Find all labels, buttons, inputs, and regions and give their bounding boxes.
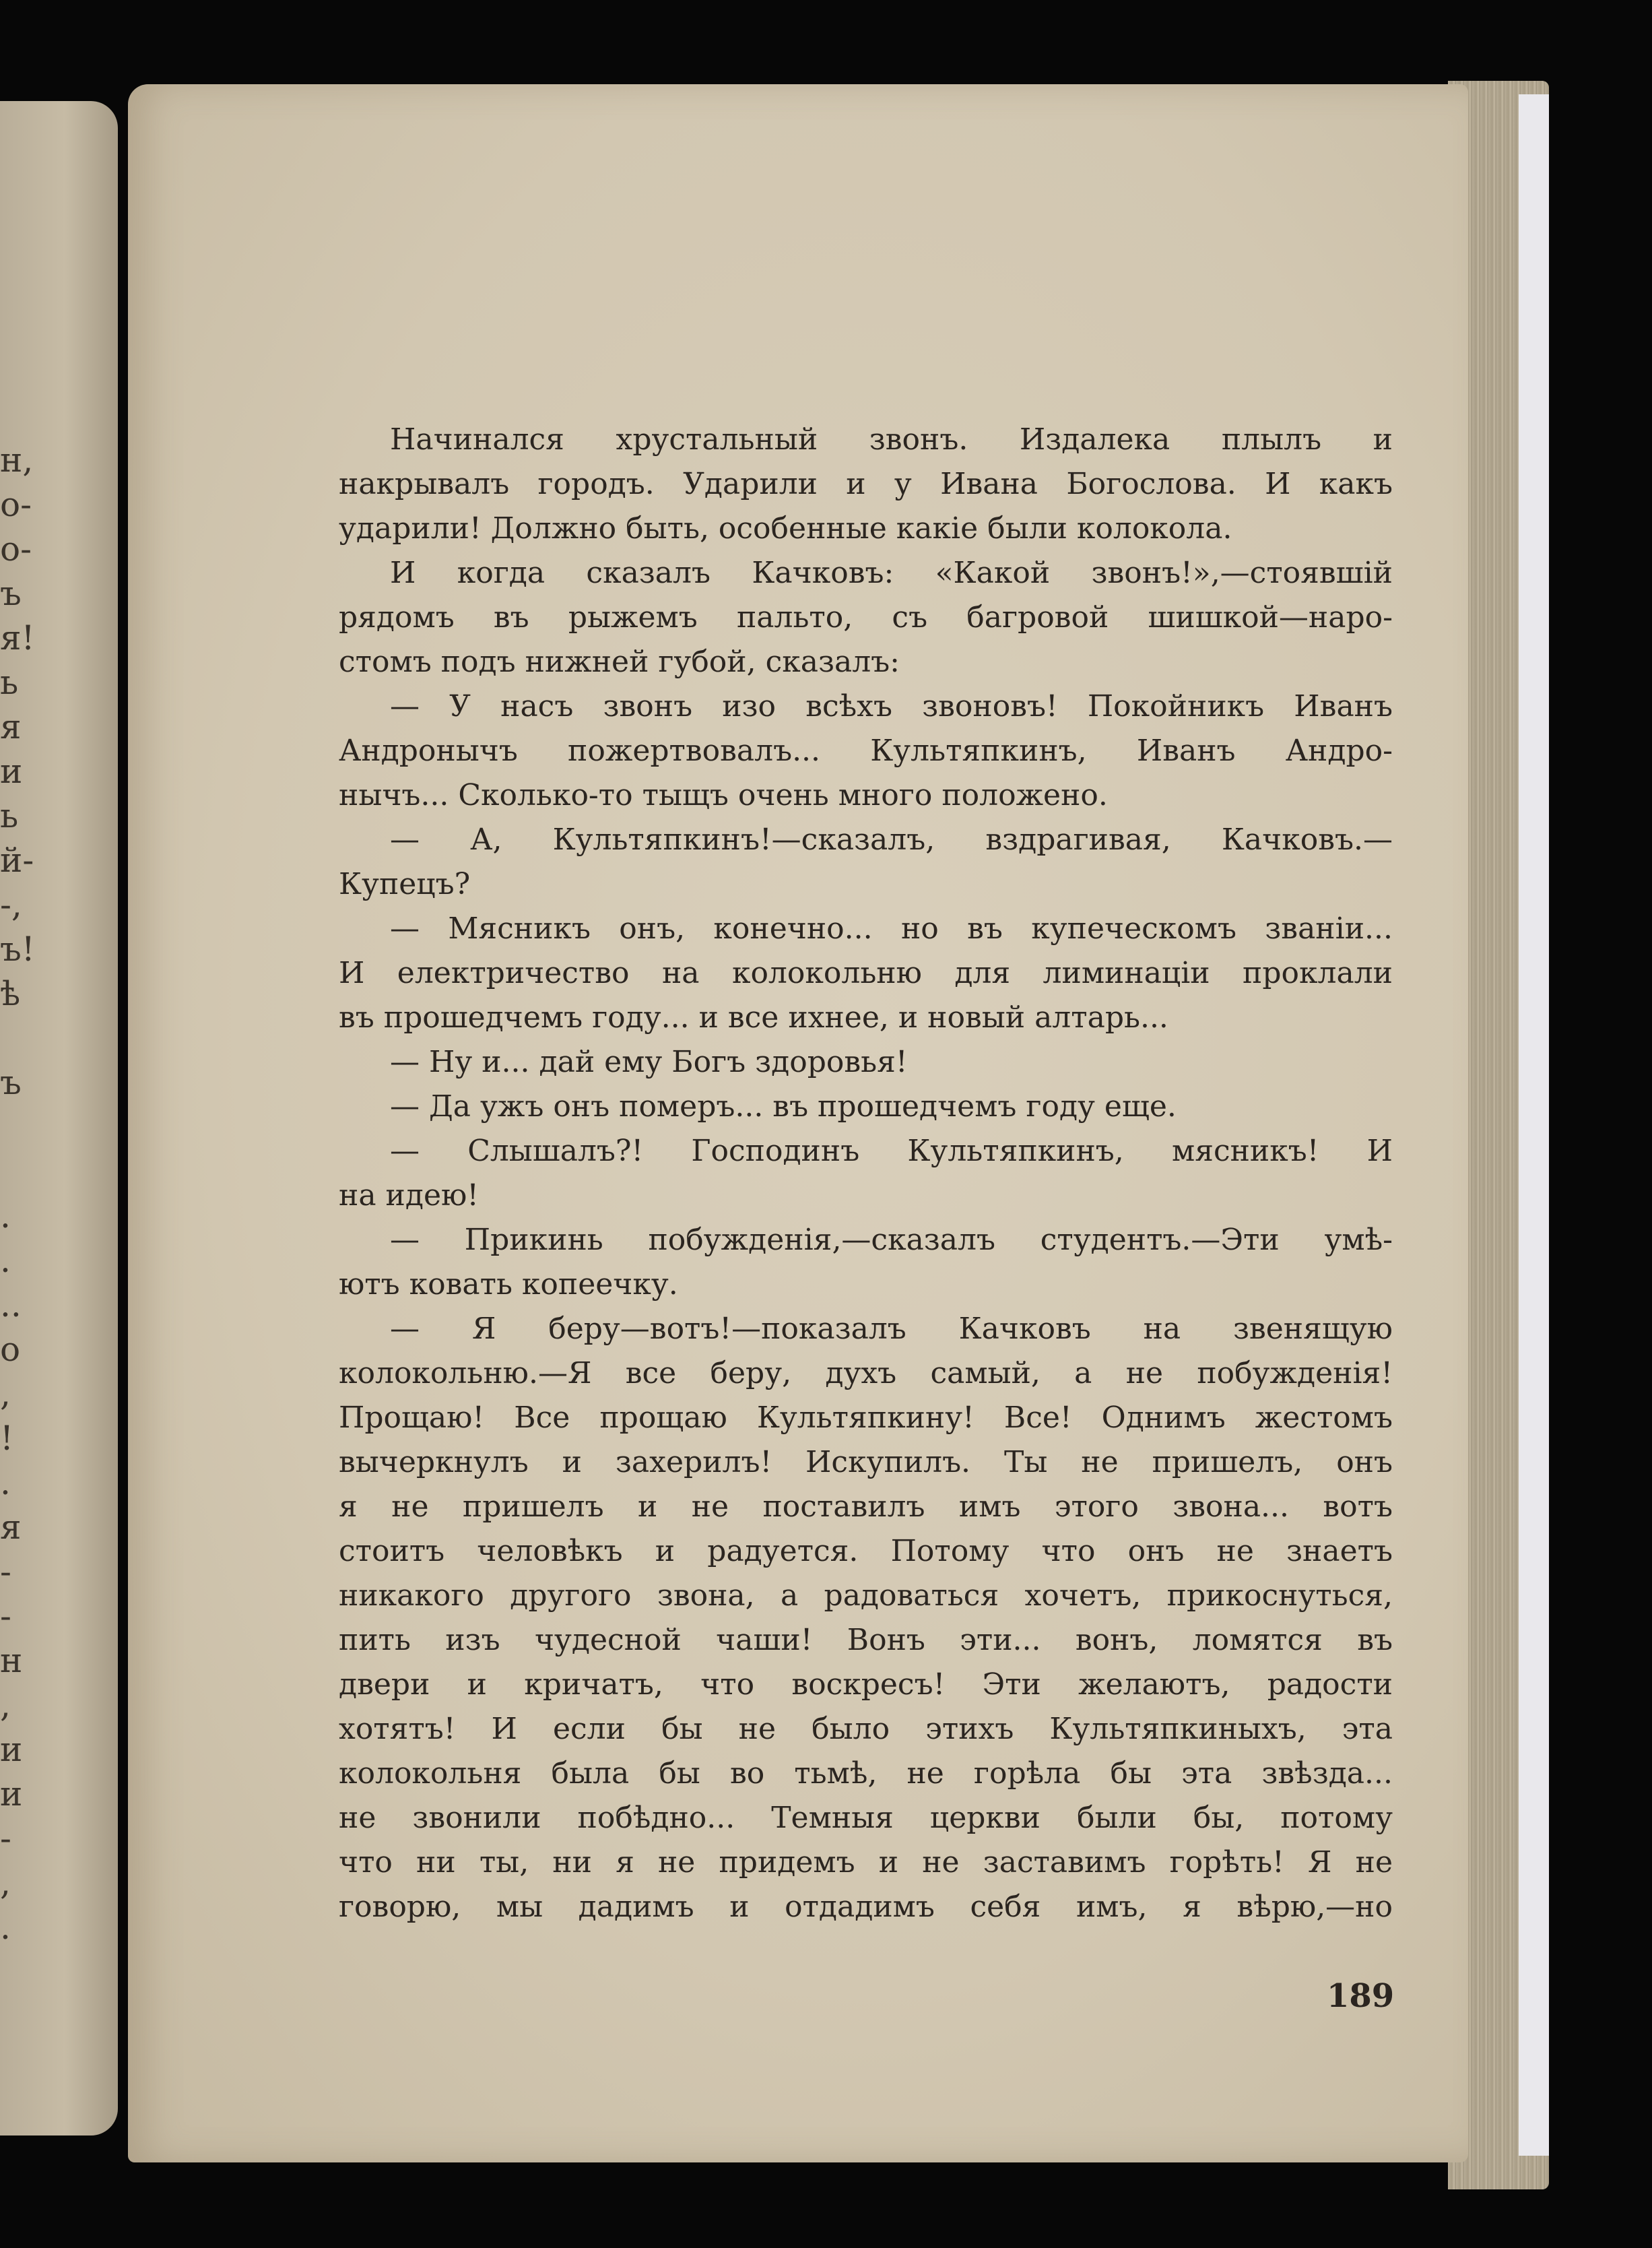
left-page-fragment: -,	[0, 885, 22, 924]
left-page-fragment: ..	[0, 1285, 22, 1324]
text-line: — Прикинь побужденія,—сказалъ студентъ.—Эти умѣ-	[390, 1223, 1393, 1257]
text-line: хотятъ! И если бы не было этихъ Культяпкиныхъ, эта	[339, 1712, 1393, 1746]
left-page-fragment: !	[0, 1419, 14, 1458]
text-line: что ни ты, ни я не придемъ и не заставимъ горѣть! Я не	[339, 1845, 1393, 1880]
text-line: ютъ ковать копеечку.	[339, 1267, 678, 1302]
left-page-fragment: о	[0, 1330, 21, 1369]
text-line: — Мясникъ онъ, конечно... но въ купеческомъ званіи...	[390, 911, 1393, 946]
text-line: стомъ подъ нижней губой, сказалъ:	[339, 645, 900, 679]
left-page-fragment: -	[0, 1819, 11, 1858]
left-page-fragment: й-	[0, 841, 34, 880]
left-page-fragment: .	[0, 1196, 11, 1235]
page-text	[339, 418, 1393, 1929]
background-strip	[1519, 94, 1549, 2156]
text-line: пить изъ чудесной чаши! Вонъ эти... вонъ, ломятся въ	[339, 1623, 1393, 1657]
text-line: я не пришелъ и не поставилъ имъ этого звона... вотъ	[339, 1489, 1393, 1524]
left-page-fragment: я	[0, 707, 22, 746]
text-line: Купецъ?	[339, 867, 471, 901]
text-line: — Ну и... дай ему Богъ здоровья!	[390, 1045, 908, 1079]
text-line: говорю, мы дадимъ и отдадимъ себя имъ, я вѣрю,—но	[339, 1890, 1393, 1924]
text-line: Андронычъ пожертвовалъ... Культяпкинъ, Иванъ Андро-	[339, 734, 1393, 768]
text-line: — Слышалъ?! Господинъ Культяпкинъ, мясникъ! И	[390, 1134, 1393, 1168]
text-line: двери и кричатъ, что воскресъ! Эти желаютъ, радости	[339, 1667, 1393, 1702]
left-page-fragment: ъ	[0, 1063, 22, 1102]
text-line: Прощаю! Все прощаю Культяпкину! Все! Однимъ жестомъ	[339, 1401, 1393, 1435]
text-line: ударили! Должно быть, особенные какіе были колокола.	[339, 511, 1232, 546]
text-line: колокольня была бы во тьмѣ, не горѣла бы эта звѣзда...	[339, 1756, 1393, 1791]
text-line: никакого другого звона, а радоваться хочетъ, прикоснуться,	[339, 1578, 1393, 1613]
text-line: — Я беру—вотъ!—показалъ Качковъ на звенящую	[390, 1312, 1393, 1346]
text-line: стоитъ человѣкъ и радуется. Потому что онъ не знаетъ	[339, 1534, 1393, 1568]
left-page-fragment: и	[0, 1730, 23, 1769]
left-page-fragment: ,	[0, 1374, 11, 1413]
left-page-fragment	[0, 1016, 40, 1060]
left-page-fragment: н,	[0, 441, 34, 480]
left-page-fragment: и	[0, 752, 23, 791]
text-line: рядомъ въ рыжемъ пальто, съ багровой шишкой—наро-	[339, 600, 1393, 635]
left-page-fragment: о-	[0, 485, 32, 524]
left-page-fragment: н	[0, 1641, 23, 1680]
text-line: — Да ужъ онъ померъ... въ прошедчемъ году еще.	[390, 1089, 1177, 1124]
text-line: на идею!	[339, 1178, 479, 1213]
left-page-fragment: ъ	[0, 574, 22, 613]
text-line: въ прошедчемъ году... и все ихнее, и новый алтарь...	[339, 1000, 1168, 1035]
left-page-fragment: ѣ	[0, 974, 21, 1013]
left-page-fragment: -	[0, 1597, 11, 1636]
left-page-fragment: ь	[0, 663, 19, 702]
left-page-fragment	[0, 1105, 40, 1149]
left-page-fragment: ъ!	[0, 930, 35, 969]
left-page-fragment: и	[0, 1774, 23, 1813]
left-page-fragment: .	[0, 1908, 11, 1947]
left-page-text-fragments	[0, 438, 40, 1950]
text-line: накрывалъ городъ. Ударили и у Ивана Богослова. И какъ	[339, 467, 1393, 501]
left-page-fragment: я!	[0, 618, 35, 657]
left-facing-page	[0, 101, 118, 2135]
text-line: вычеркнулъ и захерилъ! Искупилъ. Ты не пришелъ, онъ	[339, 1445, 1393, 1479]
text-line: И когда сказалъ Качковъ: «Какой звонъ!»,—стоявшій	[390, 556, 1393, 590]
left-page-fragment: о-	[0, 529, 32, 569]
book-page	[128, 84, 1468, 2162]
text-line: И електричество на колокольню для лиминаціи проклали	[339, 956, 1393, 990]
text-line: Начинался хрустальный звонъ. Издалека плылъ и	[390, 422, 1393, 457]
left-page-fragment: -	[0, 1552, 11, 1591]
left-page-fragment: ,	[0, 1863, 11, 1902]
left-page-fragment: ь	[0, 796, 19, 835]
left-page-fragment: ,	[0, 1685, 11, 1725]
left-page-fragment: я	[0, 1508, 22, 1547]
text-line: нычъ... Сколько-то тыщъ очень много положено.	[339, 778, 1108, 812]
left-page-fragment	[0, 1149, 40, 1194]
text-line: — А, Культяпкинъ!—сказалъ, вздрагивая, Качковъ.—	[390, 823, 1393, 857]
page-number: 189	[1327, 1977, 1395, 2015]
text-line: — У насъ звонъ изо всѣхъ звоновъ! Покойникъ Иванъ	[390, 689, 1393, 724]
text-line: не звонили побѣдно... Темныя церкви были бы, потому	[339, 1801, 1393, 1835]
left-page-fragment: .	[0, 1463, 11, 1502]
text-line: колокольню.—Я все беру, духъ самый, а не побужденія!	[339, 1356, 1393, 1390]
left-page-fragment: .	[0, 1241, 11, 1280]
